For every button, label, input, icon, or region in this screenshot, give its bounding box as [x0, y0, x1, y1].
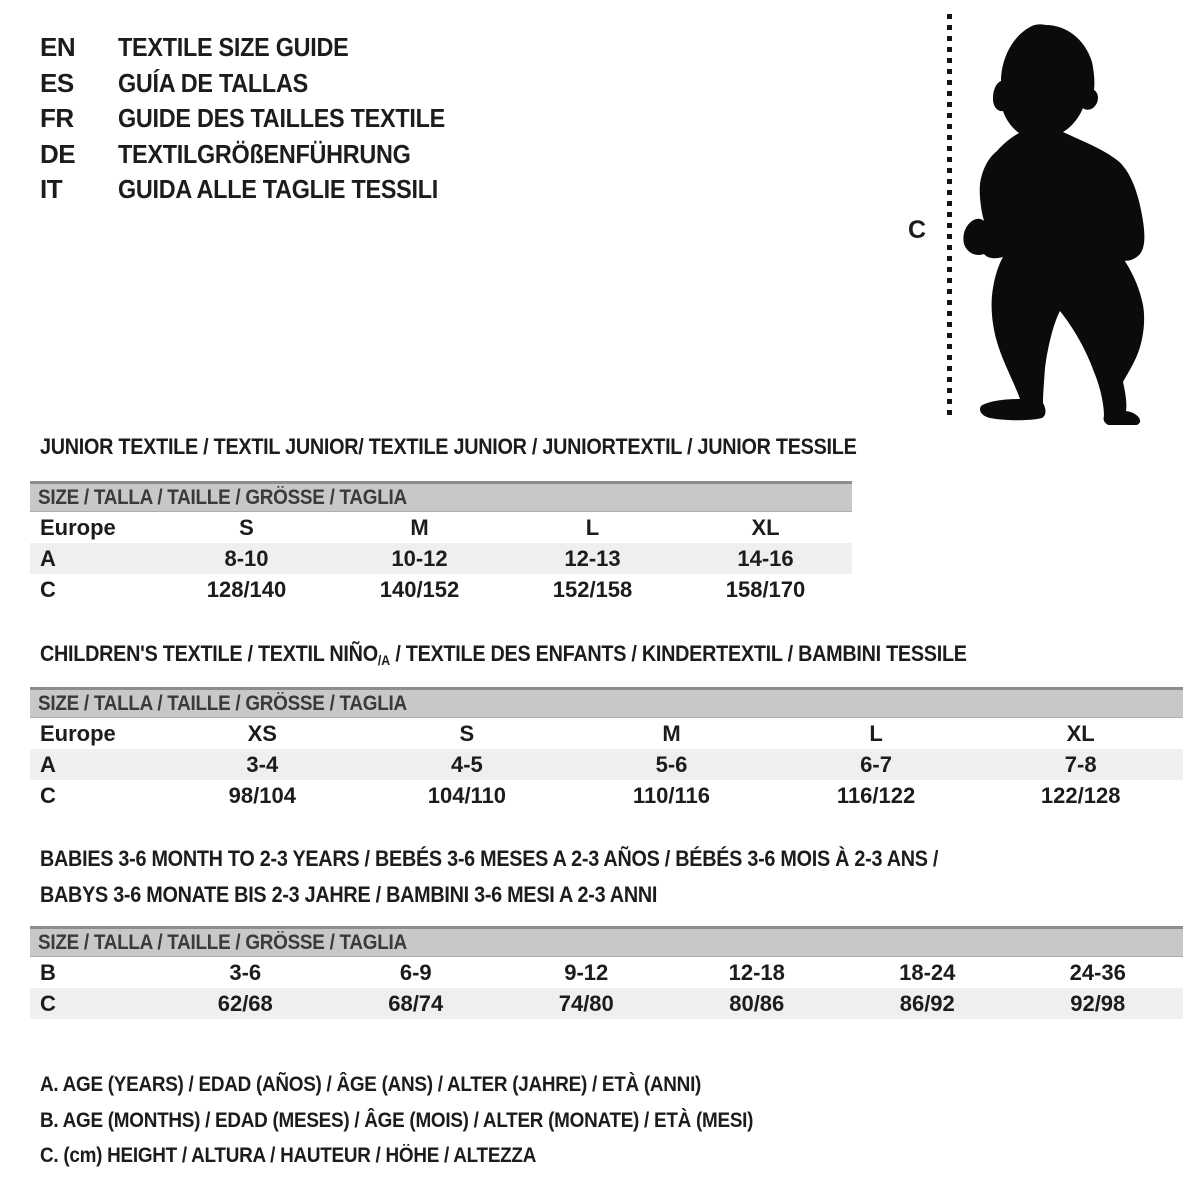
- guide-title: GUÍA DE TALLAS: [118, 67, 308, 98]
- size-cell: L: [869, 720, 883, 746]
- legend-line-a-wrap: [40, 1067, 832, 1103]
- height-cell: 158/170: [725, 576, 806, 602]
- language-code: IT: [40, 174, 63, 205]
- junior-table-grid: [30, 512, 852, 605]
- legend-line-c: C. (cm) HEIGHT / ALTURA / HAUTEUR / HÖHE / ALTEZZA: [40, 1144, 537, 1167]
- language-row: [40, 137, 481, 173]
- children-title-pre: CHILDREN'S TEXTILE / TEXTIL NIÑO: [40, 641, 378, 666]
- children-title-sub: /A: [377, 652, 391, 668]
- legend-line-b: B. AGE (MONTHS) / EDAD (MESES) / ÂGE (MOIS) / ALTER (MONATE) / ETÀ (MESI): [40, 1108, 754, 1132]
- age-cell: 4-5: [365, 749, 570, 780]
- language-row: [40, 172, 481, 208]
- height-cell: 116/122: [836, 782, 916, 808]
- height-cell: 92/98: [1013, 988, 1184, 1019]
- junior-section-title-text: JUNIOR TEXTILE / TEXTIL JUNIOR/ TEXTILE JUNIOR / JUNIORTEXTIL / JUNIOR TESSILE: [40, 434, 857, 459]
- measurement-legend: [40, 1067, 832, 1174]
- height-cell: 86/92: [842, 988, 1013, 1019]
- table-row: [30, 718, 1183, 749]
- age-cell: 12-13: [506, 543, 679, 574]
- row-label: C: [40, 782, 56, 808]
- toddler-silhouette-icon: [953, 13, 1153, 425]
- legend-line-c-wrap: [40, 1138, 832, 1174]
- row-label: A: [30, 749, 160, 780]
- babies-title-line2: BABYS 3-6 MONATE BIS 2-3 JAHRE / BAMBINI 3-6 MESI A 2-3 ANNI: [40, 882, 658, 907]
- language-code: DE: [40, 138, 76, 169]
- size-cell: M: [662, 720, 681, 746]
- table-row: [30, 574, 852, 605]
- table-row: [30, 512, 852, 543]
- size-header-bar: [30, 481, 852, 512]
- age-cell: 18-24: [899, 959, 956, 985]
- size-cell: S: [239, 514, 254, 540]
- size-header-label: SIZE / TALLA / TAILLE / GRÖSSE / TAGLIA: [38, 486, 407, 509]
- language-row: [40, 66, 481, 102]
- size-cell: XL: [751, 514, 780, 540]
- table-row: [30, 988, 1183, 1019]
- babies-size-table: [30, 926, 1183, 1019]
- babies-table-grid: [30, 957, 1183, 1019]
- age-cell: 9-12: [564, 959, 609, 985]
- language-row: [40, 30, 481, 66]
- height-cell: 122/128: [1040, 782, 1121, 808]
- row-label: C: [30, 988, 160, 1019]
- age-cell: 5-6: [569, 749, 774, 780]
- table-row: [30, 780, 1183, 811]
- height-cell: 104/110: [427, 782, 507, 808]
- height-cell: 74/80: [501, 988, 672, 1019]
- guide-title: GUIDE DES TAILLES TEXTILE: [118, 103, 445, 134]
- language-title-list: [40, 30, 481, 208]
- babies-title-line1: BABIES 3-6 MONTH TO 2-3 YEARS / BEBÉS 3-6 MESES A 2-3 AÑOS / BÉBÉS 3-6 MOIS À 2-3 ANS /: [40, 846, 939, 871]
- size-cell: XL: [1066, 720, 1095, 746]
- guide-title: GUIDA ALLE TAGLIE TESSILI: [118, 174, 438, 205]
- children-size-table: [30, 687, 1183, 811]
- age-cell: 10-12: [333, 543, 506, 574]
- children-section-title: [40, 641, 1070, 674]
- height-cell: 110/116: [632, 782, 711, 808]
- guide-title: TEXTILE SIZE GUIDE: [118, 32, 349, 63]
- children-section-title-text: [40, 641, 967, 674]
- age-cell: 3-6: [229, 959, 262, 985]
- row-label: Europe: [40, 514, 116, 540]
- language-code: ES: [40, 67, 74, 98]
- legend-line-a: A. AGE (YEARS) / EDAD (AÑOS) / ÂGE (ANS) / ALTER (JAHRE) / ETÀ (ANNI): [40, 1073, 702, 1096]
- legend-line-b-wrap: [40, 1103, 832, 1139]
- language-code: EN: [40, 32, 76, 63]
- size-cell: L: [585, 514, 600, 540]
- babies-section-title: [40, 841, 1038, 913]
- table-row: [30, 749, 1183, 780]
- children-table-grid: [30, 718, 1183, 811]
- size-cell: XS: [247, 720, 277, 746]
- size-header-label: SIZE / TALLA / TAILLE / GRÖSSE / TAGLIA: [38, 931, 407, 954]
- junior-section-title: [40, 434, 947, 460]
- row-label: Europe: [40, 720, 116, 746]
- height-cell: 98/104: [228, 782, 296, 808]
- height-cell: 68/74: [331, 988, 502, 1019]
- size-cell: S: [459, 720, 475, 746]
- children-title-post: / TEXTILE DES ENFANTS / KINDERTEXTIL / BAMBINI TESSILE: [390, 641, 967, 666]
- age-cell: 24-36: [1069, 959, 1126, 985]
- height-measure-label: C: [908, 216, 927, 244]
- height-cell: 62/68: [160, 988, 331, 1019]
- age-cell: 8-10: [160, 543, 333, 574]
- age-cell: 6-9: [399, 959, 432, 985]
- size-header-bar: [30, 926, 1183, 957]
- language-row: [40, 101, 481, 137]
- row-label: C: [40, 576, 56, 602]
- age-cell: 7-8: [978, 749, 1183, 780]
- age-cell: 3-4: [160, 749, 365, 780]
- height-cell: 128/140: [206, 576, 287, 602]
- row-label: A: [30, 543, 160, 574]
- guide-title: TEXTILGRÖßENFÜHRUNG: [118, 138, 411, 169]
- age-cell: 6-7: [774, 749, 979, 780]
- junior-size-table: [30, 481, 852, 605]
- size-cell: M: [410, 514, 429, 540]
- size-header-bar: [30, 687, 1183, 718]
- age-cell: 14-16: [679, 543, 852, 574]
- height-cell: 140/152: [379, 576, 460, 602]
- height-cell: 80/86: [672, 988, 843, 1019]
- height-cell: 152/158: [552, 576, 633, 602]
- table-row: [30, 543, 852, 574]
- age-cell: 12-18: [728, 959, 785, 985]
- table-row: [30, 957, 1183, 988]
- language-code: FR: [40, 103, 74, 134]
- height-dotted-line-icon: [947, 14, 952, 416]
- size-header-label: SIZE / TALLA / TAILLE / GRÖSSE / TAGLIA: [38, 692, 407, 715]
- row-label: B: [40, 959, 56, 985]
